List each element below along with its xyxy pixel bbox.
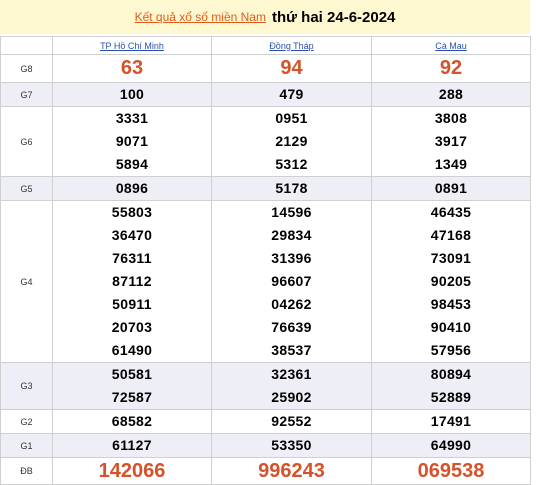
row-g2 — [1, 410, 531, 434]
prize-label-g1: G1 — [1, 434, 53, 458]
prize-label-g4: G4 — [1, 201, 53, 363]
g4-number: 47168 — [430, 227, 472, 243]
g4-number: 76311 — [112, 250, 152, 266]
g3-number: 50581 — [111, 366, 153, 382]
g2-number: 92552 — [271, 413, 312, 429]
g6-number: 0951 — [275, 110, 308, 126]
g4-number: 61490 — [111, 342, 153, 358]
g4-number: 20703 — [111, 319, 153, 335]
db-number: 142066 — [98, 460, 166, 482]
row-g3 — [1, 363, 531, 410]
province-link-hcm[interactable]: TP Hồ Chí Minh — [100, 40, 164, 51]
prize-label-g7: G7 — [1, 83, 53, 107]
g4-number: 29834 — [271, 227, 312, 243]
g4-number: 90205 — [430, 273, 472, 289]
lottery-results-table — [0, 36, 531, 485]
province-link-dong-thap[interactable]: Đồng Tháp — [269, 40, 314, 51]
g4-number: 14596 — [271, 204, 312, 220]
row-g5 — [1, 177, 531, 201]
g7-number: 479 — [279, 86, 304, 102]
row-g8 — [1, 55, 531, 83]
prize-label-g2: G2 — [1, 410, 53, 434]
g8-number: 63 — [120, 57, 144, 79]
prize-header-cell — [1, 37, 53, 55]
province-header-row — [1, 37, 531, 55]
g6-number: 5894 — [115, 156, 149, 172]
g2-number: 17491 — [430, 413, 472, 429]
prize-label-g3: G3 — [1, 363, 53, 410]
g4-number: 50911 — [112, 296, 152, 312]
results-date: thứ hai 24-6-2024 — [271, 8, 396, 26]
g3-number: 80894 — [430, 366, 472, 382]
g6-number: 2129 — [275, 133, 308, 149]
g4-number: 31396 — [271, 250, 312, 266]
g5-number: 0896 — [115, 180, 149, 196]
g4-number: 55803 — [111, 204, 153, 220]
g3-number: 32361 — [271, 366, 312, 382]
row-g4 — [1, 201, 531, 363]
g6-number: 3808 — [434, 110, 468, 126]
g4-number: 96607 — [271, 273, 312, 289]
g6-number: 9071 — [115, 133, 149, 149]
g1-number: 64990 — [430, 437, 472, 453]
db-number: 069538 — [417, 460, 485, 482]
g6-number: 5312 — [275, 156, 308, 172]
g4-number: 46435 — [430, 204, 472, 220]
g1-number: 61127 — [112, 437, 152, 453]
g2-number: 68582 — [111, 413, 153, 429]
g6-number: 3331 — [115, 110, 149, 126]
prize-label-g8: G8 — [1, 55, 53, 83]
g5-number: 5178 — [275, 180, 308, 196]
g6-number: 1349 — [434, 156, 468, 172]
row-g7 — [1, 83, 531, 107]
g5-number: 0891 — [434, 180, 468, 196]
g4-number: 57956 — [430, 342, 472, 358]
g4-number: 36470 — [111, 227, 153, 243]
g4-number: 87112 — [112, 273, 152, 289]
row-g1 — [1, 434, 531, 458]
g4-number: 90410 — [430, 319, 472, 335]
g4-number: 73091 — [430, 250, 472, 266]
g7-number: 288 — [438, 86, 464, 102]
g4-number: 38537 — [271, 342, 312, 358]
row-g6 — [1, 107, 531, 177]
results-title-link[interactable]: Kết quả xổ số miền Nam — [134, 10, 266, 24]
g6-number: 3917 — [434, 133, 468, 149]
province-link-ca-mau[interactable]: Cà Mau — [435, 40, 467, 51]
g7-number: 100 — [119, 86, 145, 102]
row-db — [1, 458, 531, 485]
g3-number: 52889 — [430, 389, 472, 405]
prize-label-db: ĐB — [1, 458, 53, 485]
g8-number: 92 — [439, 57, 463, 79]
g4-number: 04262 — [271, 296, 312, 312]
prize-label-g6: G6 — [1, 107, 53, 177]
g8-number: 94 — [280, 57, 303, 79]
g1-number: 53350 — [271, 437, 312, 453]
prize-label-g5: G5 — [1, 177, 53, 201]
g4-number: 98453 — [430, 296, 472, 312]
g3-number: 72587 — [111, 389, 153, 405]
db-number: 996243 — [258, 460, 325, 482]
g4-number: 76639 — [271, 319, 312, 335]
results-title-bar — [0, 0, 530, 34]
g3-number: 25902 — [271, 389, 312, 405]
